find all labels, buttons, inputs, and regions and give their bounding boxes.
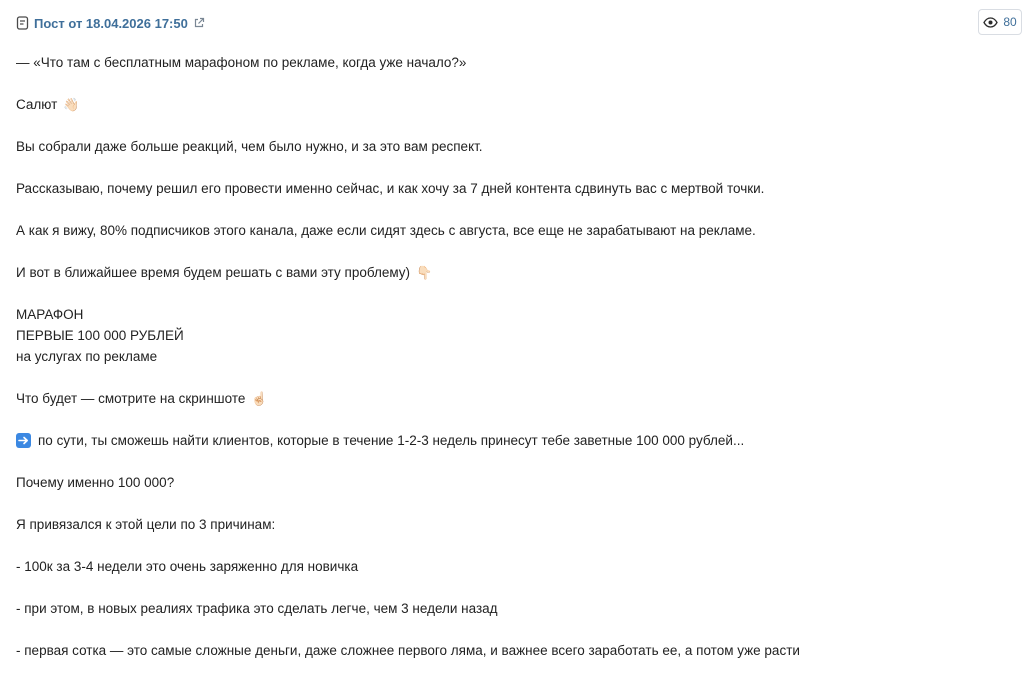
- post-text: на услугах по рекламе: [16, 349, 158, 364]
- spacer: [16, 409, 1016, 430]
- post-text: Салют: [16, 97, 58, 112]
- spacer: [16, 367, 1016, 388]
- post-text: И вот в ближайшее время будем решать с вами эту проблему): [16, 265, 411, 280]
- bullet-item: [16, 556, 1016, 577]
- spacer: [16, 199, 1016, 220]
- post-text: Я привязался к этой цели по 3 причинам:: [16, 517, 276, 532]
- views-count: 80: [1003, 15, 1017, 29]
- post-text: А как я вижу, 80% подписчиков этого канала, даже если сидят здесь с августа, все еще не зарабатывают на рекламе.: [16, 223, 756, 238]
- post-paragraph: [16, 430, 1016, 451]
- post-header: [16, 12, 205, 34]
- post-text: - при этом, в новых реалиях трафика это сделать легче, чем 3 недели назад: [16, 601, 498, 616]
- post-text: Что будет — смотрите на скриншоте: [16, 391, 246, 406]
- post-text: Рассказываю, почему решил его провести именно сейчас, и как хочу за 7 дней контента сдвинуть вас с мертвой точки.: [16, 181, 765, 196]
- post-text: по сути, ты сможешь найти клиентов, которые в течение 1-2-3 недель принесут тебе заветные 100 000 рублей...: [38, 433, 745, 448]
- post-paragraph: [16, 388, 1016, 409]
- marathon-line: [16, 304, 1016, 325]
- post-paragraph: [16, 94, 1016, 115]
- marathon-line: [16, 346, 1016, 367]
- external-link-icon[interactable]: [193, 17, 205, 29]
- spacer: [16, 241, 1016, 262]
- post-body: [16, 52, 1016, 661]
- post-text: Почему именно 100 000?: [16, 475, 175, 490]
- spacer: [16, 73, 1016, 94]
- pointing-down-emoji: 👇🏻: [416, 265, 433, 280]
- views-badge[interactable]: [978, 9, 1022, 35]
- bullet-item: [16, 598, 1016, 619]
- post-text: МАРАФОН: [16, 307, 84, 322]
- post-paragraph: [16, 136, 1016, 157]
- post-text: ПЕРВЫЕ 100 000 РУБЛЕЙ: [16, 328, 184, 343]
- spacer: [16, 283, 1016, 304]
- post-title-link[interactable]: Пост от 18.04.2026 17:50: [34, 15, 188, 31]
- right-arrow-emoji-icon: [16, 433, 31, 448]
- bullet-item: [16, 640, 1016, 661]
- post-paragraph: [16, 220, 1016, 241]
- pointing-up-emoji: ☝🏻: [251, 391, 268, 406]
- post-paragraph: [16, 178, 1016, 199]
- post-paragraph: [16, 472, 1016, 493]
- spacer: [16, 577, 1016, 598]
- spacer: [16, 535, 1016, 556]
- post-text: Вы собрали даже больше реакций, чем было нужно, и за это вам респект.: [16, 139, 483, 154]
- document-icon: [16, 16, 29, 30]
- spacer: [16, 157, 1016, 178]
- eye-icon: [983, 17, 998, 28]
- spacer: [16, 619, 1016, 640]
- marathon-line: [16, 325, 1016, 346]
- spacer: [16, 451, 1016, 472]
- waving-hand-emoji: 👋🏻: [63, 97, 80, 112]
- post-text: — «Что там с бесплатным марафоном по рекламе, когда уже начало?»: [16, 55, 467, 70]
- post-text: - 100к за 3-4 недели это очень заряженно для новичка: [16, 559, 359, 574]
- post-text: - первая сотка — это самые сложные деньги, даже сложнее первого ляма, и важнее всего заработать ее, а потом уже расти: [16, 643, 800, 658]
- post-paragraph: [16, 262, 1016, 283]
- spacer: [16, 493, 1016, 514]
- post-paragraph: [16, 514, 1016, 535]
- spacer: [16, 115, 1016, 136]
- post-paragraph: [16, 52, 1016, 73]
